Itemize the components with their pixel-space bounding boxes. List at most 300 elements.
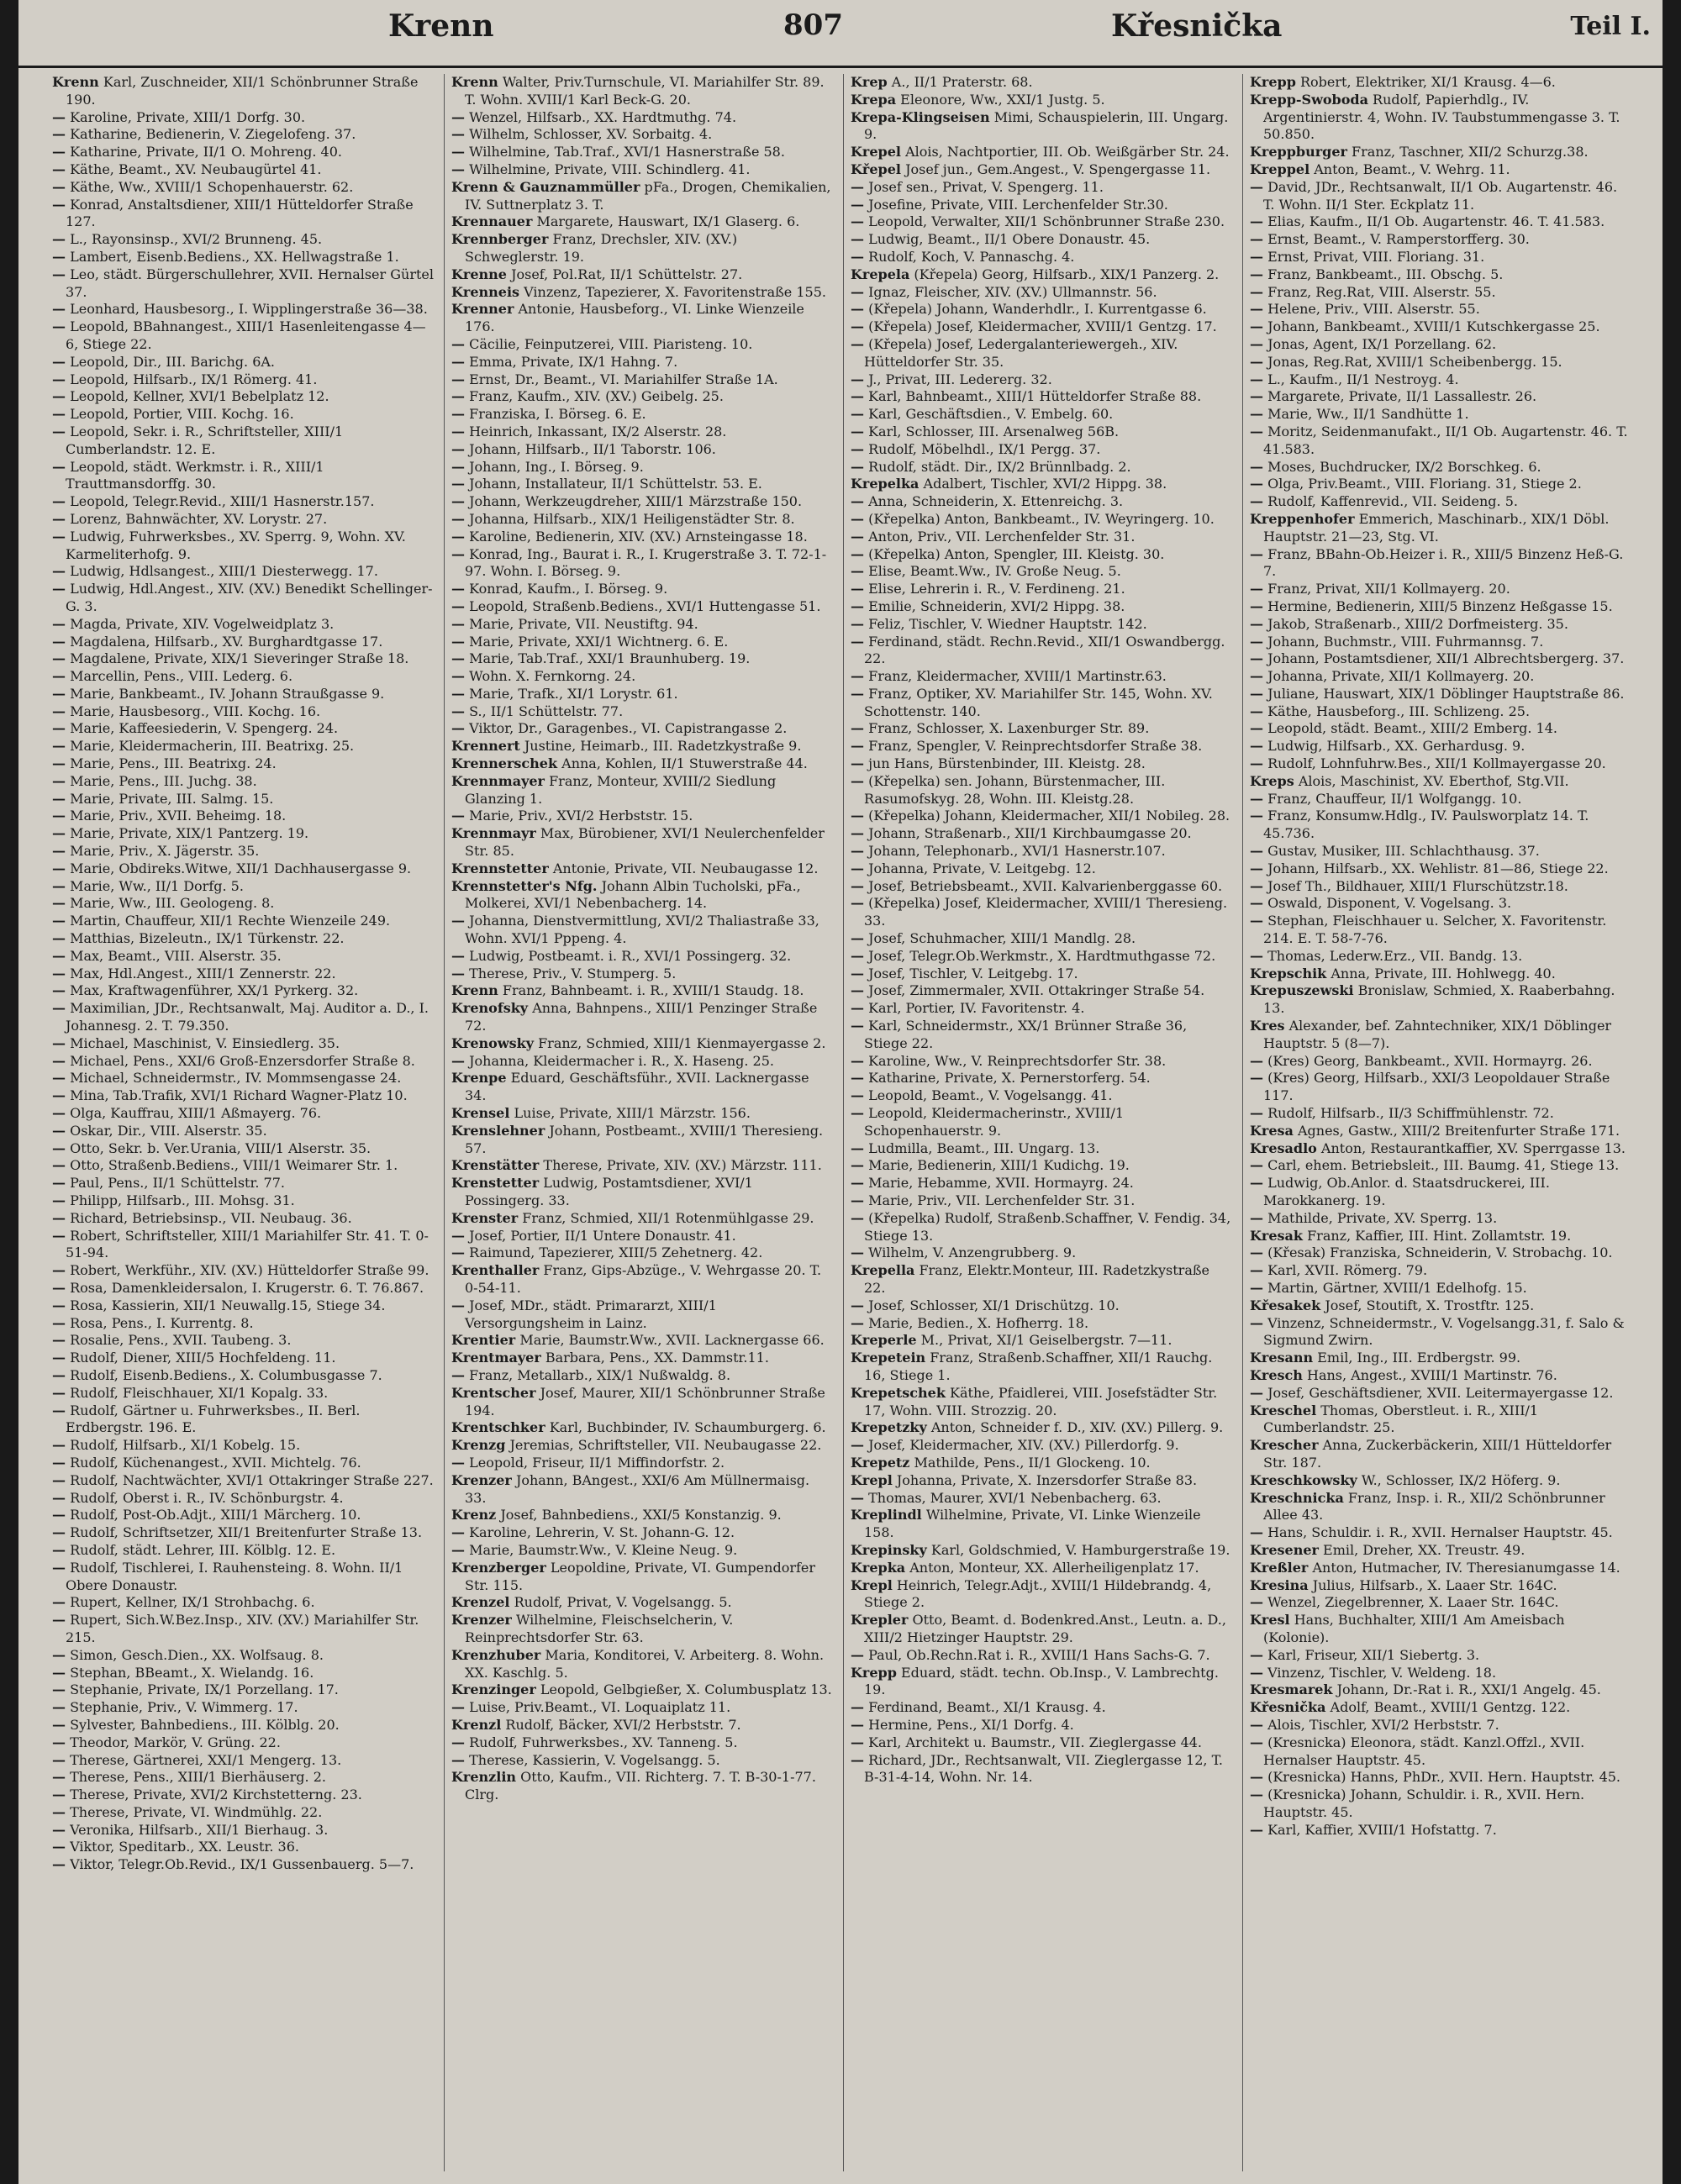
entry-surname: Krenster: [451, 1209, 519, 1226]
directory-entry: [851, 1000, 1233, 1018]
entry-surname: Krescher: [1250, 1437, 1319, 1454]
entry-details: Matthias, Bizeleutn., IX/1 Türkenstr. 22.: [70, 930, 345, 947]
directory-entry: [1250, 1734, 1632, 1770]
entry-details: Leopold, Sekr. i. R., Schriftsteller, XIII/1 Cumberlandstr. 12. E.: [66, 423, 344, 457]
entry-surname: —: [851, 1070, 864, 1087]
entry-surname: Krennert: [451, 738, 520, 755]
directory-entry: [851, 686, 1233, 721]
entry-details: Josef, Tischler, V. Leitgebg. 17.: [868, 965, 1078, 981]
directory-entry: [52, 1455, 435, 1472]
entry-surname: —: [52, 1262, 66, 1279]
entry-details: Oskar, Dir., VIII. Alserstr. 35.: [70, 1122, 267, 1139]
entry-details: (Křepelka) Anton, Bankbeamt., IV. Weyringerg. 10.: [868, 510, 1215, 527]
entry-details: (Křepelka) sen. Johann, Bürstenmacher, III. Rasumofskyg. 28, Wohn. III. Kleistg.28.: [864, 772, 1166, 807]
directory-entry: [52, 808, 435, 825]
entry-surname: —: [851, 231, 864, 248]
entry-details: Marie, Pens., III. Beatrixg. 24.: [70, 755, 277, 772]
directory-entry: [851, 406, 1233, 424]
directory-entry: [52, 1192, 435, 1210]
entry-surname: Krentier: [451, 1332, 516, 1349]
entry-surname: —: [451, 668, 465, 685]
directory-entry: [52, 266, 435, 302]
directory-entry: [1250, 336, 1632, 354]
entry-details: Johann, Buchmstr., VIII. Fuhrmannsg. 7.: [1267, 633, 1544, 650]
directory-entry: [851, 1070, 1233, 1087]
directory-entry: [851, 301, 1233, 318]
entry-details: Marie, Priv., XVII. Beheimg. 18.: [70, 808, 287, 824]
column-4: [1250, 74, 1632, 2171]
entry-surname: —: [1250, 318, 1263, 335]
entry-details: Rudolf, Lohnfuhrw.Bes., XII/1 Kollmayergasse 20.: [1267, 755, 1606, 772]
directory-entry: [451, 546, 834, 582]
entry-details: Johann, Dr.-Rat i. R., XXI/1 Angelg. 45.: [1336, 1681, 1601, 1698]
entry-surname: —: [1250, 668, 1263, 685]
entry-details: Sylvester, Bahnbediens., III. Kölblg. 20.: [70, 1716, 340, 1733]
entry-details: Anna, Schneiderin, X. Ettenreichg. 3.: [868, 493, 1124, 510]
entry-surname: —: [52, 581, 66, 597]
entry-surname: —: [851, 597, 864, 614]
directory-entry: [851, 1507, 1233, 1542]
column-divider: [444, 74, 445, 2171]
entry-surname: —: [52, 423, 66, 439]
entry-details: Johanna, Kleidermacher i. R., X. Haseng. 25.: [469, 1052, 774, 1069]
entry-surname: —: [52, 965, 66, 981]
directory-entry: [1250, 231, 1632, 249]
entry-details: Rudolf, Küchenangest., XVII. Michtelg. 76.: [70, 1454, 361, 1471]
entry-details: Leopold, Hilfsarb., IX/1 Römerg. 41.: [70, 371, 318, 387]
entry-surname: —: [851, 825, 864, 842]
entry-surname: —: [1250, 720, 1263, 737]
directory-entry: [851, 213, 1233, 231]
entry-surname: —: [1250, 1787, 1263, 1803]
entry-details: Luise, Private, XIII/1 Märzstr. 156.: [514, 1105, 751, 1122]
entry-surname: —: [1250, 1734, 1263, 1750]
directory-entry: [52, 493, 435, 511]
entry-details: Josef, MDr., städt. Primararzt, XIII/1 Versorgungsheim in Lainz.: [465, 1297, 717, 1331]
directory-entry: [1250, 1577, 1632, 1595]
entry-surname: Kreppburger: [1250, 144, 1347, 161]
entry-details: Karl, Buchbinder, IV. Schaumburgerg. 6.: [549, 1419, 826, 1436]
directory-entry: [52, 1560, 435, 1595]
entry-details: Philipp, Hilfsarb., III. Mohsg. 31.: [70, 1192, 295, 1208]
directory-entry: [851, 1577, 1233, 1613]
directory-entry: [1250, 459, 1632, 476]
directory-entry: [851, 1018, 1233, 1053]
entry-surname: —: [851, 755, 864, 772]
entry-details: (Křesak) Franziska, Schneiderin, V. Strobachg. 10.: [1267, 1245, 1613, 1261]
directory-entry: [1250, 74, 1632, 92]
entry-details: Rudolf, Diener, XIII/5 Hochfeldeng. 11.: [70, 1350, 336, 1366]
directory-entry: [851, 1490, 1233, 1508]
entry-details: Jeremias, Schriftsteller, VII. Neubaugasse 22.: [509, 1437, 822, 1454]
directory-entry: [1250, 895, 1632, 913]
directory-entry: [52, 895, 435, 913]
directory-entry: [52, 1210, 435, 1228]
entry-details: Max, Hdl.Angest., XIII/1 Zennerstr. 22.: [70, 965, 336, 981]
entry-details: Magda, Private, XIV. Vogelweidplatz 3.: [70, 615, 335, 632]
entry-details: Richard, Betriebsinsp., VII. Neubaug. 36.: [70, 1209, 352, 1226]
entry-details: Olga, Priv.Beamt., VIII. Floriang. 31, Stiege 2.: [1267, 476, 1582, 492]
entry-details: Vinzenz, Tischler, V. Weldeng. 18.: [1267, 1664, 1497, 1681]
entry-details: Jakob, Straßenarb., XIII/2 Dorfmeisterg. 35.: [1267, 615, 1568, 632]
directory-entry: [451, 1734, 834, 1752]
directory-entry: [451, 371, 834, 389]
directory-entry: [451, 529, 834, 546]
entry-details: Rosa, Kassierin, XII/1 Neuwallg.15, Stiege 34.: [70, 1297, 386, 1313]
entry-details: Richard, JDr., Rechtsanwalt, VII. Zieglergasse 12, T. B-31-4-14, Wohn. Nr. 14.: [864, 1751, 1223, 1786]
entry-details: Rudolf, Privat, V. Vogelsangg. 5.: [514, 1594, 732, 1611]
entry-surname: Krenzhuber: [451, 1646, 541, 1663]
entry-details: Raimund, Tapezierer, XIII/5 Zehetnerg. 42.: [469, 1245, 763, 1261]
entry-details: Josef, Schuhmacher, XIII/1 Mandlg. 28.: [868, 930, 1136, 947]
entry-surname: Krennstetter: [451, 860, 549, 876]
entry-details: Rudolf, Schriftsetzer, XII/1 Breitenfurter Straße 13.: [70, 1524, 423, 1541]
entry-details: Ernst, Privat, VIII. Floriang. 31.: [1267, 248, 1485, 265]
entry-details: Leopold, Verwalter, XII/1 Schönbrunner Straße 230.: [868, 213, 1225, 230]
entry-surname: —: [851, 1699, 864, 1716]
entry-details: Stephan, BBeamt., X. Wielandg. 16.: [70, 1664, 314, 1681]
directory-entry: [1250, 598, 1632, 616]
directory-entry: [451, 1157, 834, 1175]
directory-entry: [851, 720, 1233, 738]
directory-entry: [851, 825, 1233, 843]
directory-entry: [851, 1262, 1233, 1297]
directory-entry: [52, 1787, 435, 1804]
entry-surname: —: [52, 126, 66, 143]
directory-entry: [52, 825, 435, 843]
directory-entry: [52, 1594, 435, 1612]
directory-entry: [1250, 1157, 1632, 1175]
entry-surname: —: [52, 1839, 66, 1855]
entry-surname: —: [451, 685, 465, 702]
entry-details: Robert, Schriftsteller, XIII/1 Mariahilfer Str. 41. T. 0-51-94.: [66, 1227, 429, 1261]
entry-details: (Křepelka) Rudolf, Straßenb.Schaffner, V. Fendig. 34, Stiege 13.: [864, 1209, 1231, 1244]
directory-entry: [52, 1350, 435, 1367]
directory-entry: [851, 755, 1233, 773]
entry-surname: —: [52, 790, 66, 807]
entry-surname: —: [52, 1332, 66, 1349]
entry-details: Franz, Elektr.Monteur, III. Radetzkystraße 22.: [864, 1262, 1210, 1296]
directory-entry: [851, 1245, 1233, 1262]
directory-entry: [52, 1385, 435, 1402]
entry-details: Marie, Hausbesorg., VIII. Kochg. 16.: [70, 703, 321, 719]
directory-entry: [52, 1367, 435, 1385]
directory-entry: [52, 1105, 435, 1123]
directory-entry: [1250, 493, 1632, 511]
entry-surname: —: [1250, 1245, 1263, 1261]
directory-entry: [851, 179, 1233, 197]
entry-surname: —: [1250, 1664, 1263, 1681]
entry-surname: Krepschik: [1250, 965, 1327, 981]
entry-surname: —: [52, 1297, 66, 1313]
entry-surname: —: [1250, 913, 1263, 929]
entry-surname: —: [851, 843, 864, 860]
entry-surname: —: [52, 1122, 66, 1139]
directory-entry: [451, 773, 834, 808]
entry-details: Walter, Priv.Turnschule, VI. Mariahilfer Str. 89. T. Wohn. XVIII/1 Karl Beck-G. 20.: [465, 74, 825, 108]
directory-entry: [451, 1262, 834, 1297]
entry-surname: —: [52, 1384, 66, 1401]
directory-entry: [851, 1717, 1233, 1734]
entry-surname: —: [451, 913, 465, 929]
entry-surname: Krenne: [451, 266, 507, 282]
directory-entry: [1250, 1665, 1632, 1682]
entry-surname: Krennstetter's Nfg.: [451, 877, 598, 894]
entry-details: Michael, Schneidermstr., IV. Mommsengasse 24.: [70, 1070, 402, 1087]
directory-entry: [1250, 266, 1632, 284]
entry-details: Margarete, Private, II/1 Lassallestr. 26.: [1267, 388, 1537, 405]
entry-surname: —: [451, 808, 465, 824]
entry-surname: —: [451, 144, 465, 161]
directory-entry: [451, 1437, 834, 1455]
entry-surname: Krenzg: [451, 1437, 506, 1454]
entry-details: Justine, Heimarb., III. Radetzkystraße 9.: [524, 738, 802, 755]
entry-details: Wilhelmine, Private, VIII. Schindlerg. 41.: [469, 161, 751, 177]
entry-details: Josef, Zimmermaler, XVII. Ottakringer Straße 54.: [868, 982, 1205, 999]
directory-entry: [451, 424, 834, 441]
directory-entry: [52, 982, 435, 1000]
entry-surname: Krenzel: [451, 1594, 510, 1611]
entry-details: (Kres) Georg, Bankbeamt., XVII. Hormayrg. 26.: [1267, 1052, 1593, 1069]
entry-surname: —: [1250, 860, 1263, 876]
directory-entry: [52, 686, 435, 703]
entry-surname: —: [851, 248, 864, 265]
entry-details: Marie, Bedienerin, XIII/1 Kudichg. 19.: [868, 1157, 1130, 1174]
entry-details: Thomas, Oberstleut. i. R., XIII/1 Cumberlandstr. 25.: [1263, 1402, 1539, 1436]
entry-details: Leopold, Kleidermacherinstr., XVIII/1 Schopenhauerstr. 9.: [864, 1105, 1125, 1139]
entry-details: Leopold, Straßenb.Bediens., XVI/1 Huttengasse 51.: [469, 597, 821, 614]
directory-entry: [451, 808, 834, 825]
entry-surname: —: [851, 1245, 864, 1261]
directory-entry: [1250, 213, 1632, 231]
entry-details: Rudolf, Oberst i. R., IV. Schönburgstr. 4.: [70, 1489, 344, 1506]
directory-entry: [52, 126, 435, 144]
directory-entry: [52, 1262, 435, 1280]
directory-entry: [52, 1332, 435, 1350]
entry-surname: —: [851, 1209, 864, 1226]
directory-entry: [451, 1228, 834, 1245]
entry-surname: —: [451, 597, 465, 614]
entry-details: Johann, Hilfsarb., XX. Wehlistr. 81—86, Stiege 22.: [1267, 860, 1609, 876]
directory-entry: [52, 563, 435, 581]
entry-details: Karoline, Bedienerin, XIV. (XV.) Arnsteingasse 18.: [469, 528, 808, 545]
entry-details: Franz, Kleidermacher, XVIII/1 Martinstr.63.: [868, 668, 1167, 685]
entry-details: Mathilde, Pens., II/1 Glockeng. 10.: [914, 1454, 1151, 1471]
directory-entry: [1250, 424, 1632, 459]
entry-details: Karoline, Private, XIII/1 Dorfg. 30.: [70, 108, 306, 125]
entry-details: Eduard, Geschäftsführ., XVII. Lacknergasse 34.: [465, 1070, 809, 1104]
entry-details: Leopold, Dir., III. Barichg. 6A.: [70, 353, 276, 370]
entry-surname: —: [52, 1175, 66, 1192]
entry-surname: Krenneis: [451, 283, 520, 300]
entry-details: Käthe, Ww., XVIII/1 Schopenhauerstr. 62.: [70, 178, 354, 195]
entry-surname: —: [851, 283, 864, 300]
entry-surname: —: [52, 196, 66, 213]
entry-details: Marie, Bedien., X. Hofherrg. 18.: [868, 1314, 1089, 1331]
directory-entry: [851, 634, 1233, 669]
entry-surname: —: [851, 510, 864, 527]
entry-surname: —: [851, 1175, 864, 1192]
directory-entry: [851, 266, 1233, 284]
directory-entry: [52, 1472, 435, 1490]
directory-entry: [52, 773, 435, 791]
directory-entry: [52, 74, 435, 109]
directory-entry: [52, 1035, 435, 1053]
directory-entry: [1250, 1245, 1632, 1262]
directory-entry: [1250, 791, 1632, 808]
entry-details: Olga, Kauffrau, XIII/1 Aßmayerg. 76.: [70, 1105, 322, 1122]
entry-surname: Kreschkowsky: [1250, 1471, 1357, 1488]
entry-details: Robert, Elektriker, XI/1 Krausg. 4—6.: [1299, 74, 1556, 90]
entry-details: Rudolf, städt. Dir., IX/2 Brünnlbadg. 2.: [868, 458, 1131, 475]
entry-surname: —: [451, 1541, 465, 1558]
entry-details: Therese, Private, XVI/2 Kirchstetterng. 23.: [70, 1787, 362, 1803]
entry-surname: —: [851, 1716, 864, 1733]
entry-details: Magdalene, Private, XIX/1 Sieveringer Straße 18.: [70, 650, 409, 667]
entry-surname: Krepl: [851, 1471, 893, 1488]
directory-entry: [451, 1472, 834, 1508]
directory-entry: [451, 1035, 834, 1053]
entry-surname: Krenofsky: [451, 1000, 529, 1017]
entry-surname: —: [851, 1297, 864, 1313]
directory-entry: [451, 1647, 834, 1682]
directory-entry: [851, 668, 1233, 686]
entry-details: Rudolf, Post-Ob.Adjt., XIII/1 Märcherg. 10.: [70, 1507, 361, 1524]
entry-surname: Krenstätter: [451, 1157, 540, 1174]
entry-surname: —: [851, 528, 864, 545]
directory-entry: [851, 1647, 1233, 1665]
entry-details: Mina, Tab.Trafik, XVI/1 Richard Wagner-Platz 10.: [70, 1087, 408, 1104]
entry-surname: —: [52, 1769, 66, 1786]
entry-details: Karl, XVII. Römerg. 79.: [1267, 1262, 1428, 1279]
directory-entry: [1250, 1070, 1632, 1105]
directory-entry: [1250, 1472, 1632, 1490]
directory-entry: [851, 1140, 1233, 1158]
entry-details: Franz, Konsumw.Hdlg., IV. Paulsworplatz 14. T. 45.736.: [1263, 808, 1589, 842]
entry-surname: —: [1250, 1209, 1263, 1226]
entry-surname: —: [52, 1821, 66, 1838]
directory-entry: [52, 1542, 435, 1560]
entry-details: Franz, Gips-Abzüge., V. Wehrgasse 20. T. 0-54-11.: [465, 1262, 822, 1296]
entry-details: Marie, Ww., II/1 Dorfg. 5.: [70, 877, 244, 894]
entry-details: Marie, Hebamme, XVII. Hormayrg. 24.: [868, 1175, 1134, 1192]
entry-surname: —: [52, 843, 66, 860]
directory-entry: [1250, 843, 1632, 860]
entry-details: Otto, Beamt. d. Bodenkred.Anst., Leutn. a. D., XIII/2 Hietzinger Hauptstr. 29.: [864, 1612, 1226, 1645]
entry-details: Marie, Bankbeamt., IV. Johann Straußgasse 9.: [70, 685, 385, 702]
entry-surname: —: [52, 738, 66, 755]
directory-entry: [451, 1507, 834, 1524]
entry-surname: —: [52, 930, 66, 947]
directory-entry: [1250, 388, 1632, 406]
directory-entry: [451, 703, 834, 721]
directory-entry: [451, 650, 834, 668]
entry-details: Franz, Bankbeamt., III. Obschg. 5.: [1267, 266, 1504, 282]
entry-details: Mathilde, Private, XV. Sperrg. 13.: [1267, 1209, 1498, 1226]
directory-entry: [451, 1105, 834, 1123]
entry-details: Otto, Sekr. b. Ver.Urania, VIII/1 Alserstr. 35.: [70, 1139, 372, 1156]
entry-surname: Kresch: [1250, 1366, 1303, 1383]
directory-entry: [851, 966, 1233, 983]
entry-details: Marie, Priv., VII. Lerchenfelder Str. 31.: [868, 1192, 1136, 1208]
entry-details: (Křepelka) Anton, Spengler, III. Kleistg. 30.: [868, 545, 1165, 562]
entry-surname: —: [851, 1734, 864, 1750]
entry-surname: Krensel: [451, 1105, 510, 1122]
directory-entry: [451, 1524, 834, 1542]
directory-entry: [1250, 982, 1632, 1018]
entry-details: Paul, Ob.Rechn.Rat i. R., XVIII/1 Hans Sachs-G. 7.: [868, 1646, 1210, 1663]
directory-entry: [851, 1105, 1233, 1140]
entry-details: Johann Albin Tucholski, pFa., Molkerei, XVI/1 Nebenbacherg. 14.: [465, 877, 801, 912]
directory-entry: [851, 144, 1233, 161]
entry-surname: —: [1250, 335, 1263, 352]
entry-surname: —: [451, 1245, 465, 1261]
entry-surname: —: [52, 266, 66, 282]
directory-entry: [451, 860, 834, 878]
directory-entry: [1250, 144, 1632, 161]
entry-surname: Krenowsky: [451, 1034, 534, 1051]
directory-entry: [451, 1560, 834, 1595]
entry-surname: —: [52, 178, 66, 195]
entry-surname: —: [52, 1314, 66, 1331]
entry-details: Thomas, Maurer, XVI/1 Nebenbacherg. 63.: [868, 1489, 1162, 1506]
entry-details: Franz, Taschner, XII/2 Schurzg.38.: [1352, 144, 1589, 161]
entry-surname: Krenn: [451, 74, 498, 90]
entry-details: Anton, Hutmacher, IV. Theresianumgasse 14.: [1312, 1559, 1620, 1576]
entry-surname: Kreperle: [851, 1332, 917, 1349]
directory-entry: [451, 493, 834, 511]
entry-surname: —: [451, 458, 465, 475]
directory-entry: [1250, 249, 1632, 266]
entry-surname: —: [1250, 1769, 1263, 1786]
entry-surname: —: [52, 144, 66, 161]
entry-surname: —: [851, 1192, 864, 1208]
entry-surname: —: [52, 913, 66, 929]
entry-details: Rudolf, Eisenb.Bediens., X. Columbusgasse 7.: [70, 1366, 382, 1383]
entry-details: Ferdinand, Beamt., XI/1 Krausg. 4.: [868, 1699, 1106, 1716]
entry-details: Käthe, Hausbeforg., III. Schlizeng. 25.: [1267, 703, 1531, 719]
entry-details: David, JDr., Rechtsanwalt, II/1 Ob. Augartenstr. 46. T. Wohn. II/1 Ster. Eckplatz 11.: [1263, 178, 1618, 213]
entry-surname: —: [851, 965, 864, 981]
directory-entry: [52, 179, 435, 197]
directory-entry: [1250, 1315, 1632, 1350]
directory-entry: [52, 634, 435, 651]
entry-surname: —: [1250, 266, 1263, 282]
entry-details: Ludwig, Hilfsarb., XX. Gerhardusg. 9.: [1267, 738, 1526, 755]
directory-entry: [52, 1157, 435, 1175]
directory-entry: [451, 1612, 834, 1647]
entry-surname: —: [52, 1489, 66, 1506]
directory-entry: [851, 1385, 1233, 1420]
directory-entry: [851, 1699, 1233, 1717]
page-header: [18, 0, 1663, 81]
directory-entry: [52, 966, 435, 983]
entry-surname: —: [52, 650, 66, 667]
directory-entry: [52, 668, 435, 686]
entry-details: Hans, Schuldir. i. R., XVII. Hernalser Hauptstr. 45.: [1267, 1524, 1613, 1541]
directory-entry: [1250, 511, 1632, 546]
entry-surname: —: [451, 1524, 465, 1541]
entry-details: Carl, ehem. Betriebsleit., III. Baumg. 41, Stiege 13.: [1267, 1157, 1620, 1174]
directory-entry: [52, 930, 435, 948]
entry-surname: —: [851, 388, 864, 405]
directory-entry: [52, 144, 435, 161]
directory-entry: [851, 161, 1233, 179]
directory-entry: [1250, 720, 1632, 738]
entry-details: Franz, Kaffier, III. Hint. Zollamtstr. 19.: [1307, 1227, 1572, 1244]
directory-entry: [52, 755, 435, 773]
entry-surname: —: [1250, 1646, 1263, 1663]
